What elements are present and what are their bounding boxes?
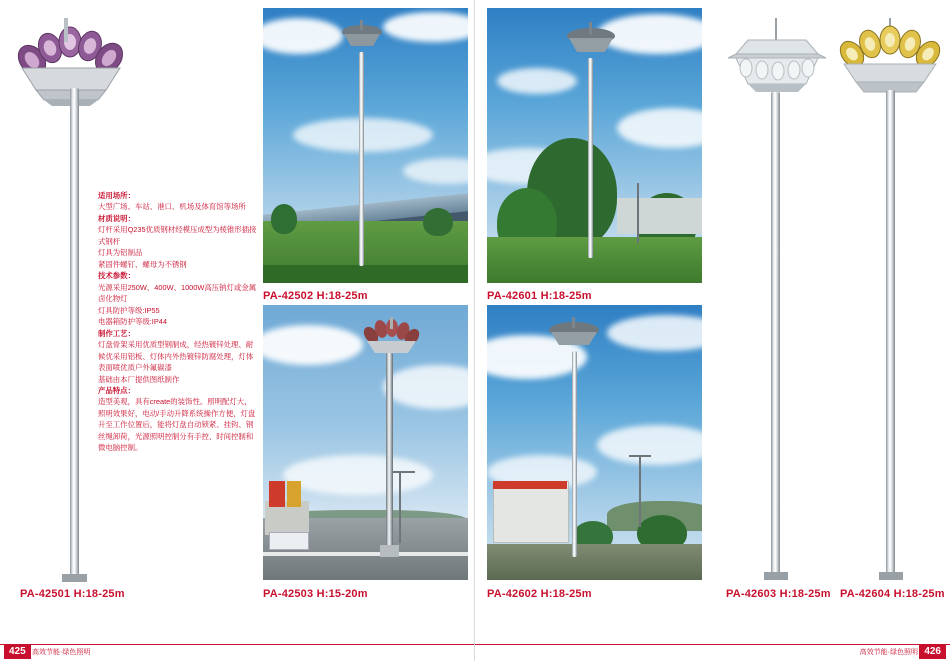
pole-shaft <box>588 58 593 258</box>
footer-text-left: 高效节能·绿色照明 <box>32 649 91 656</box>
spec-text-block <box>98 190 258 454</box>
spec-line-3-1: 基础由本厂提供图纸制作 <box>98 374 180 384</box>
caption-42601: PA-42601 H:18-25m <box>487 290 592 302</box>
billboard <box>269 481 285 507</box>
lamp-crown-icon <box>836 18 946 98</box>
photo-42502 <box>263 8 468 283</box>
pole-shaft <box>886 90 895 576</box>
page-gutter <box>474 0 475 661</box>
page-number-left: 425 <box>4 644 31 659</box>
caption-42503: PA-42503 H:15-20m <box>263 588 368 600</box>
caption-42604: PA-42604 H:18-25m <box>840 588 945 600</box>
spec-heading-4: 产品特点： <box>98 385 135 395</box>
footer-text-right: 高效节能·绿色照明 <box>859 649 918 656</box>
spec-line-2-1: 灯具防护等级:IP55 <box>98 305 160 315</box>
page-number-right: 426 <box>919 644 946 659</box>
photo-42601 <box>487 8 702 283</box>
spec-line-1-2: 紧固件螺钉、螺母为不锈钢 <box>98 259 187 269</box>
caption-42603: PA-42603 H:18-25m <box>726 588 831 600</box>
spec-heading-0: 适用场所： <box>98 191 135 200</box>
caption-42502: PA-42502 H:18-25m <box>263 290 368 302</box>
pole-base <box>62 574 87 582</box>
lamp-head-icon <box>340 20 384 54</box>
spec-heading-2: 技术参数： <box>98 271 135 281</box>
lamp-crown-icon <box>722 18 832 98</box>
photo-42602 <box>487 305 702 580</box>
building <box>493 481 569 543</box>
pole-shaft <box>572 351 577 557</box>
photo-42503 <box>263 305 468 580</box>
pole-shaft <box>386 353 393 549</box>
spec-line-1-1: 灯具为铝制品 <box>98 248 143 258</box>
street-lamp <box>637 183 639 243</box>
spec-line-1-0: 灯杆采用Q235优质钢材经模压成型为棱锥形插接式钢杆 <box>98 225 257 246</box>
pole-shaft <box>771 92 780 576</box>
spec-line-4-0: 造型美观，具有create的装饰性。照明配灯大，照明效果好，电动/手动升降系统操作方便，灯盘升至工作位置后，能将灯盘自动锁紧、挂钩、钢丝绳卸荷，光源照明控制分有手控、时间控制和微电脑控制。 <box>98 397 256 453</box>
pole-base <box>879 572 903 580</box>
caption-42602: PA-42602 H:18-25m <box>487 588 592 600</box>
spec-line-0-0: 大型广场、车站、港口、机场及体育馆等场所 <box>98 202 246 212</box>
pole-base <box>380 545 399 557</box>
pole-shaft <box>70 88 79 578</box>
lamp-head-icon <box>565 22 617 60</box>
spec-line-2-2: 电器箱防护等级:IP44 <box>98 317 167 327</box>
spec-heading-1: 材质说明： <box>98 213 135 223</box>
caption-42501: PA-42501 H:18-25m <box>20 588 125 600</box>
pole-base <box>764 572 788 580</box>
spec-line-3-0: 灯盘骨架采用优质型钢制成，经热镀锌处理、耐候优采用铝板、灯体内外热镀锌防腐处理，灯体表面喷优质户外氟碳漆 <box>98 340 254 373</box>
lamp-head-icon <box>547 317 601 353</box>
page-footer <box>0 641 950 661</box>
spec-line-2-0: 光源采用250W、400W、1000W高压钠灯或金属卤化物灯 <box>98 282 257 304</box>
spec-heading-3: 制作工艺： <box>98 328 135 338</box>
pole-shaft <box>359 52 364 266</box>
